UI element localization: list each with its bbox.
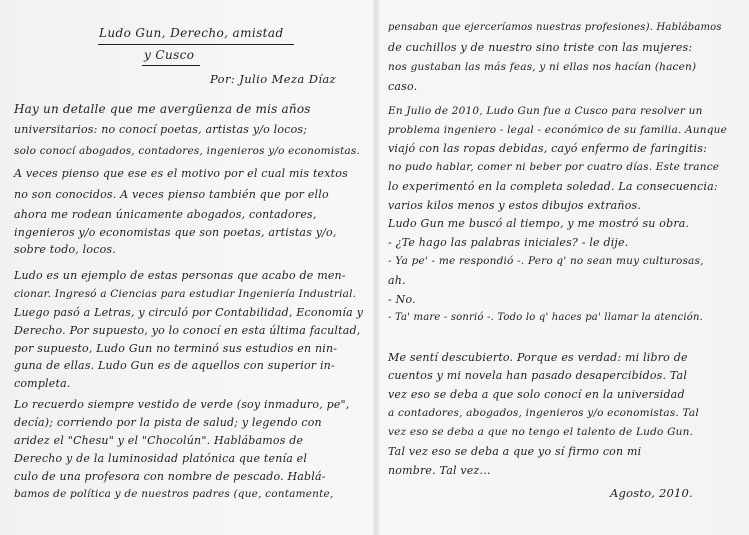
text-line: - No.	[388, 293, 416, 306]
text-line: culo de una profesora con nombre de pescado. Hablá-	[14, 470, 326, 483]
text-line: vez eso se deba a que no tengo el talento de Ludo Gun.	[388, 426, 694, 438]
text-line: varios kilos menos y estos dibujos extraños.	[388, 199, 642, 212]
text-line: a contadores, abogados, ingenieros y/o economistas. Tal	[388, 407, 699, 419]
text-line: Me sentí descubierto. Porque es verdad: mi libro de	[388, 351, 688, 364]
text-line: Hay un detalle que me avergüenza de mis años	[14, 102, 311, 116]
title-underline-1	[98, 44, 294, 45]
text-line: de cuchillos y de nuestro sino triste con las mujeres:	[388, 41, 693, 54]
text-line: aridez el "Chesu" y el "Chocolún". Hablábamos de	[14, 434, 304, 447]
text-line: ahora me rodean únicamente abogados, contadores,	[14, 208, 317, 221]
text-line: lo experimentó en la completa soledad. La consecuencia:	[388, 180, 718, 193]
text-line: no son conocidos. A veces pienso también que por ello	[14, 188, 329, 201]
text-line: bamos de política y de nuestros padres (que, contamente,	[14, 488, 334, 500]
text-line: universitarios: no conocí poetas, artistas y/o locos;	[14, 123, 308, 136]
signature-date: Agosto, 2010.	[610, 486, 693, 500]
text-line: - Ta' mare - sonrió -. Todo lo q' haces pa' llamar la atención.	[388, 312, 703, 323]
text-line: sobre todo, locos.	[14, 243, 116, 256]
title-line-2: y Cusco	[144, 48, 195, 62]
text-line: guna de ellas. Ludo Gun es de aquellos con superior in-	[14, 359, 335, 372]
text-line: solo conocí abogados, contadores, ingenieros y/o economistas.	[14, 145, 360, 157]
text-line: Derecho y de la luminosidad platónica que tenía el	[14, 452, 308, 465]
text-line: Lo recuerdo siempre vestido de verde (soy inmaduro, pe",	[14, 398, 350, 411]
text-line: cionar. Ingresó a Ciencias para estudiar Ingeniería Industrial.	[14, 288, 357, 300]
text-line: ah.	[388, 274, 406, 287]
text-line: En Julio de 2010, Ludo Gun fue a Cusco para resolver un	[388, 105, 703, 117]
text-line: Ludo Gun me buscó al tiempo, y me mostró su obra.	[388, 217, 690, 230]
text-line: vez eso se deba a que solo conocí en la universidad	[388, 388, 685, 401]
text-line: nombre. Tal vez...	[388, 464, 491, 477]
text-line: decía); corriendo por la pista de salud; y legendo con	[14, 416, 322, 429]
author-line: Por: Julio Meza Díaz	[210, 72, 337, 86]
text-line: Luego pasó a Letras, y circuló por Contabilidad, Economía y	[14, 306, 363, 319]
text-line: - ¿Te hago las palabras iniciales? - le dije.	[388, 236, 629, 249]
text-line: pensaban que ejerceríamos nuestras profesiones). Hablábamos	[388, 22, 722, 33]
text-line: cuentos y mi novela han pasado desapercibidos. Tal	[388, 369, 688, 382]
text-line: ingenieros y/o economistas que son poetas, artistas y/o,	[14, 226, 337, 239]
text-line: A veces pienso que ese es el motivo por el cual mis textos	[14, 167, 348, 180]
text-line: caso.	[388, 80, 418, 93]
text-line: nos gustaban las más feas, y ni ellas nos hacían (hacen)	[388, 61, 697, 73]
text-line: - Ya pe' - me respondió -. Pero q' no sean muy culturosas,	[388, 255, 704, 267]
text-line: Derecho. Por supuesto, yo lo conocí en esta última facultad,	[14, 324, 361, 337]
page-fold	[372, 0, 380, 535]
text-line: no pudo hablar, comer ni beber por cuatro días. Este trance	[388, 161, 720, 173]
text-line: completa.	[14, 377, 71, 390]
text-line: por supuesto, Ludo Gun no terminó sus estudios en nin-	[14, 342, 338, 355]
title-underline-2	[142, 65, 200, 66]
text-line: Ludo es un ejemplo de estas personas que acabo de men-	[14, 269, 346, 282]
text-line: viajó con las ropas debidas, cayó enfermo de faringitis:	[388, 142, 707, 155]
text-line: Tal vez eso se deba a que yo sí firmo con mi	[388, 445, 642, 458]
title-line-1: Ludo Gun, Derecho, amistad	[99, 26, 284, 40]
text-line: problema ingeniero - legal - económico de su familia. Aunque	[388, 124, 728, 136]
